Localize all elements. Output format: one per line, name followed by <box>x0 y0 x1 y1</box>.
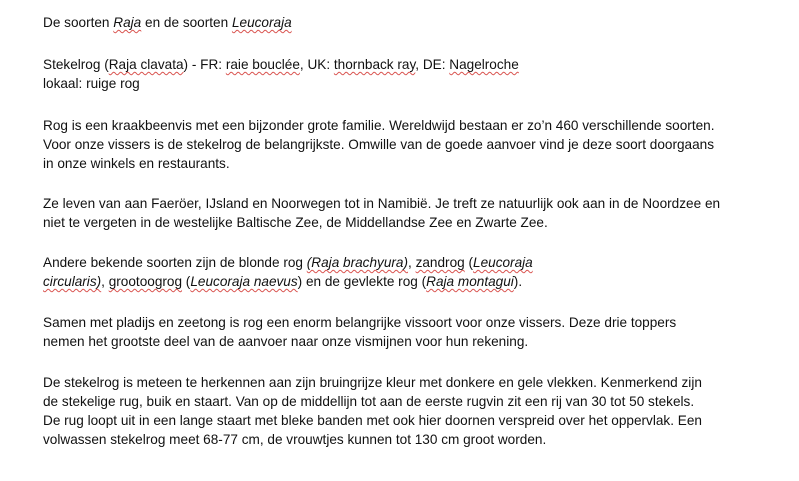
species-latin: Raja clavata <box>108 57 184 72</box>
paragraph-3-line-1 <box>43 253 533 272</box>
species-de-label: , DE: <box>415 57 450 72</box>
p3-circularis: circularis) <box>43 274 102 289</box>
p3-grootoogrog: grootoogrog <box>108 274 183 289</box>
paragraph-5-line-4: volwassen stekelrog meet 68-77 cm, de vrouwtjes kunnen tot 130 cm groot worden. <box>43 432 547 447</box>
species-uk-label: , UK: <box>299 57 334 72</box>
p3-zandrog: zandrog <box>415 255 465 270</box>
species-line <box>43 55 519 74</box>
species-fr-label: ) - FR: <box>183 57 226 72</box>
p3-leucoraja: Leucoraja <box>473 255 533 270</box>
p3-comma: , <box>408 255 416 270</box>
title-prefix: De soorten <box>43 15 114 30</box>
document-title <box>43 13 292 32</box>
title-mid: en de soorten <box>141 15 232 30</box>
p3-open-paren-2: ( <box>182 274 191 289</box>
p3-raja-brachyura: (Raja brachyura) <box>306 255 409 270</box>
paragraph-5-line-3: De rug loopt uit in een lange staart met bleke banden met ook hier doornen verspreid over het oppervlak. Een <box>43 413 702 428</box>
p3-raja-montagui: Raja montagui <box>426 274 514 289</box>
p3-gevlekte-rog: en de gevlekte rog ( <box>302 274 427 289</box>
paragraph-4-line-1: Samen met pladijs en zeetong is rog een enorm belangrijke vissoort voor onze vissers. Deze drie toppers <box>43 315 677 330</box>
paragraph-1-line-3: in onze winkels en restaurants. <box>43 156 230 171</box>
species-fr: raie bouclée <box>225 57 300 72</box>
paragraph-5-line-1: De stekelrog is meteen te herkennen aan zijn bruingrijze kleur met donkere en gele vlekken. Kenmerkend zijn <box>43 375 702 390</box>
species-uk: thornback ray <box>333 57 416 72</box>
p3-open-paren: ( <box>464 255 474 270</box>
paragraph-5-line-2: de stekelige rug, buik en staart. Van op de middellijn tot aan de eerste rugvin zit een rij van 30 tot 50 stekels. <box>43 394 695 409</box>
p3-comma-2: , <box>101 274 109 289</box>
paragraph-2-line-2: niet te vergeten in de westelijke Baltische Zee, de Middellandse Zee en Zwarte Zee. <box>43 215 548 230</box>
paragraph-4-line-2: nemen het grootste deel van de aanvoer naar onze vismijnen voor hun rekening. <box>43 334 529 349</box>
p3-leucoraja-naevus: Leucoraja naevus <box>190 274 298 289</box>
paragraph-1-line-1: Rog is een kraakbeenvis met een bijzonder grote familie. Wereldwijd bestaan er zo’n 460 verschillende soorten. <box>43 118 715 133</box>
title-term-leucoraja: Leucoraja <box>231 15 292 30</box>
paragraph-2-line-1: Ze leven van aan Faeröer, IJsland en Noorwegen tot in Namibië. Je treft ze natuurlijk ook aan in de Noordzee en <box>43 196 721 211</box>
local-name: lokaal: ruige rog <box>43 76 140 91</box>
title-term-raja: Raja <box>113 15 142 30</box>
p3-end: ). <box>513 274 523 289</box>
p3-text: Andere bekende soorten zijn de blonde rog <box>43 255 307 270</box>
p3-close-paren: ) <box>297 274 303 289</box>
paragraph-3-line-2 <box>43 272 522 291</box>
species-de: Nagelroche <box>449 57 519 72</box>
species-name: Stekelrog ( <box>43 57 109 72</box>
paragraph-1-line-2: Voor onze vissers is de stekelrog de belangrijkste. Omwille van de goede aanvoer vind je deze soort doorgaans <box>43 137 715 152</box>
